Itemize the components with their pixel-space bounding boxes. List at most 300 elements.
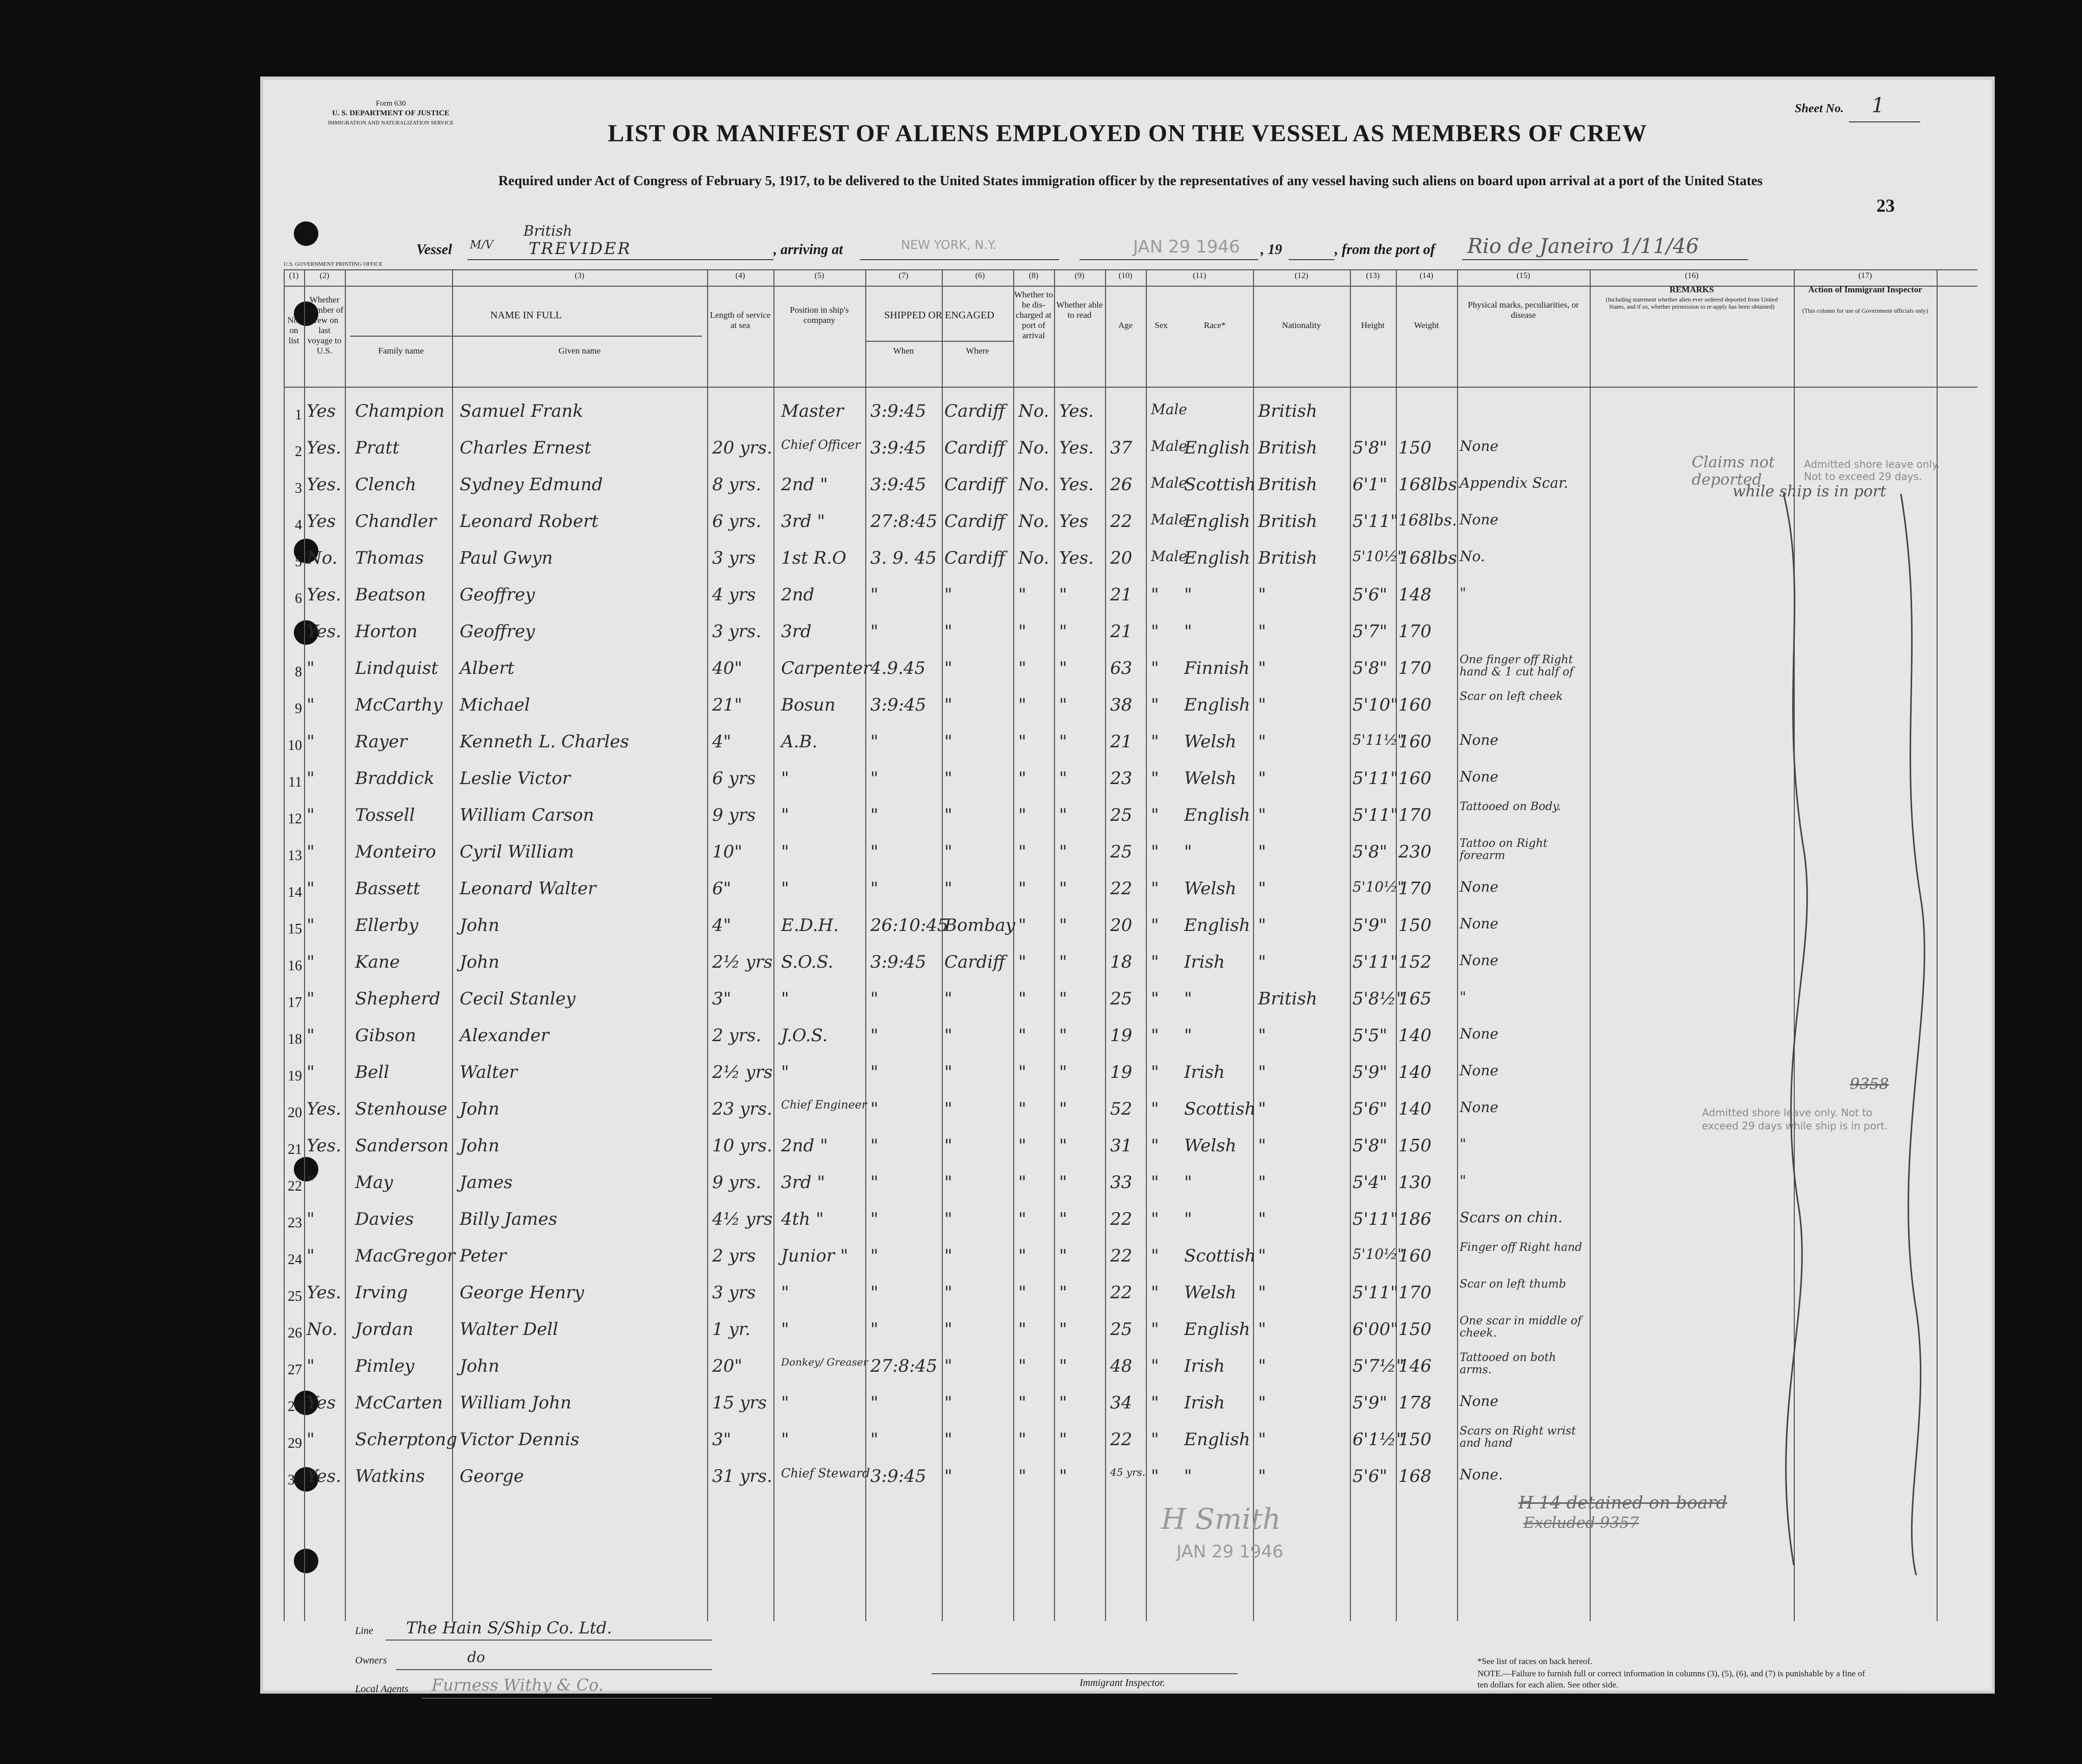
cell-physical: None: [1460, 915, 1498, 932]
cell-voyage: ": [307, 1062, 315, 1082]
cell-sex: ": [1151, 1393, 1159, 1413]
cell-position: Chief Engineer: [781, 1099, 867, 1112]
cell-height: 5'8½": [1352, 989, 1404, 1009]
cell-length: 1 yr.: [712, 1319, 750, 1340]
cell-voyage: Yes.: [307, 1282, 341, 1303]
cell-when: ": [870, 1099, 879, 1119]
cell-family-name: Davies: [355, 1209, 414, 1229]
cell-voyage: ": [307, 658, 315, 678]
cell-read: ": [1059, 1246, 1067, 1266]
cell-age: 63: [1110, 658, 1133, 678]
cell-when: 3:9:45: [870, 401, 926, 421]
cell-sex: Male: [1151, 438, 1187, 455]
cell-height: 5'11": [1352, 768, 1398, 789]
line-label: Line: [355, 1625, 373, 1636]
cell-read: ": [1059, 585, 1067, 605]
column-number: (9): [1074, 271, 1085, 280]
arrival-date: JAN 29 1946: [1133, 237, 1240, 257]
cell-read: ": [1059, 1393, 1067, 1413]
cell-where: ": [944, 1025, 952, 1046]
crew-table: [284, 269, 1998, 1621]
column-rule: [1396, 269, 1397, 1621]
action-stamp: Admitted shore leave only. Not to exceed 29 days.: [1804, 458, 1940, 483]
cell-discharged: ": [1018, 952, 1026, 972]
cell-when: 3:9:45: [870, 952, 926, 972]
row-number: 12: [288, 811, 302, 827]
cell-family-name: Shepherd: [355, 989, 441, 1009]
cell-when: ": [870, 585, 879, 605]
cell-where: ": [944, 1099, 952, 1119]
column-rule: [1146, 269, 1147, 1621]
cell-weight: 160: [1398, 732, 1432, 752]
cell-race: ": [1184, 585, 1192, 605]
vessel-nationality-note: British: [523, 222, 572, 239]
cell-physical: Tattoo on Right forearm: [1460, 837, 1548, 862]
cell-race: English: [1184, 511, 1250, 532]
column-number: (7): [898, 271, 909, 280]
cell-height: 5'8": [1352, 658, 1388, 678]
header-action-note: (This column for use of Government officials only): [1802, 307, 1928, 314]
cell-family-name: MacGregor: [355, 1246, 456, 1266]
cell-position: Chief Steward: [781, 1466, 870, 1480]
detained-strike: H 14 detained on board: [1518, 1493, 1727, 1513]
cell-where: Cardiff: [944, 548, 1006, 568]
cell-nationality: ": [1258, 915, 1266, 936]
cell-race: Irish: [1184, 1062, 1225, 1082]
cell-weight: 160: [1398, 768, 1432, 789]
column-rule: [773, 269, 774, 1621]
cell-physical: Appendix Scar.: [1460, 474, 1569, 491]
cell-discharged: ": [1018, 842, 1026, 862]
cell-race: Scottish: [1184, 1246, 1256, 1266]
cell-discharged: ": [1018, 1429, 1026, 1450]
cell-family-name: Gibson: [355, 1025, 416, 1046]
cell-weight: 178: [1398, 1393, 1432, 1413]
cell-length: 6 yrs.: [712, 511, 762, 532]
cell-discharged: No.: [1018, 548, 1049, 568]
column-rule: [942, 269, 943, 1621]
cell-voyage: ": [307, 732, 315, 752]
cell-read: ": [1059, 952, 1067, 972]
cell-length: 23 yrs.: [712, 1099, 772, 1119]
cell-nationality: ": [1258, 1136, 1266, 1156]
cell-position: ": [781, 1393, 789, 1413]
cell-nationality: ": [1258, 732, 1266, 752]
cell-physical: None: [1460, 732, 1498, 748]
cell-physical: None: [1460, 438, 1498, 455]
cell-age: 22: [1110, 1429, 1133, 1450]
row-number: 28: [288, 1399, 302, 1415]
from-port: Rio de Janeiro 1/11/46: [1467, 235, 1699, 258]
cell-where: ": [944, 1356, 952, 1376]
cell-given-name: Sydney Edmund: [460, 474, 603, 495]
cell-race: ": [1184, 1172, 1192, 1193]
cell-height: 5'9": [1352, 1062, 1388, 1082]
cell-read: ": [1059, 1466, 1067, 1486]
cell-physical: ": [1460, 585, 1466, 601]
cell-given-name: John: [460, 1356, 499, 1376]
cell-when: ": [870, 732, 879, 752]
cell-weight: 152: [1398, 952, 1432, 972]
cell-physical: Tattooed on both arms.: [1460, 1351, 1557, 1376]
column-number: (4): [735, 271, 745, 280]
cell-nationality: ": [1258, 1466, 1266, 1486]
cell-race: ": [1184, 842, 1192, 862]
cell-where: ": [944, 658, 952, 678]
row-number: 10: [288, 738, 302, 753]
cell-where: ": [944, 1136, 952, 1156]
cell-age: 22: [1110, 1282, 1133, 1303]
cell-discharged: ": [1018, 621, 1026, 642]
cell-discharged: ": [1018, 878, 1026, 899]
cell-position: E.D.H.: [781, 915, 839, 936]
cell-height: 5'6": [1352, 1466, 1388, 1486]
arriving-underline: [860, 259, 1059, 260]
race-note: *See list of races on back hereof.: [1477, 1656, 1593, 1666]
cell-race: English: [1184, 1429, 1250, 1450]
footer: [263, 1620, 1992, 1697]
cell-position: ": [781, 989, 789, 1009]
cell-position: 4th ": [781, 1209, 824, 1229]
header-remarks: REMARKS: [1669, 285, 1714, 294]
column-number: (6): [975, 271, 985, 280]
cell-weight: 160: [1398, 695, 1432, 715]
cell-when: 27:8:45: [870, 1356, 938, 1376]
cell-given-name: Leonard Robert: [460, 511, 599, 532]
column-number: (8): [1029, 271, 1039, 280]
column-rule: [1013, 269, 1014, 1621]
cell-age: 23: [1110, 768, 1133, 789]
sheet-underline: [1849, 121, 1920, 122]
cell-nationality: ": [1258, 805, 1266, 825]
column-rule: [707, 269, 708, 1621]
cell-weight: 170: [1398, 878, 1432, 899]
cell-age: 21: [1110, 585, 1133, 605]
cell-family-name: Pratt: [355, 438, 399, 458]
cell-position: 1st R.O: [781, 548, 846, 568]
cell-read: ": [1059, 768, 1067, 789]
cell-voyage: Yes.: [307, 474, 341, 495]
cell-read: ": [1059, 1136, 1067, 1156]
cell-where: ": [944, 1282, 952, 1303]
cell-read: ": [1059, 1282, 1067, 1303]
cell-race: English: [1184, 1319, 1250, 1340]
cell-read: ": [1059, 805, 1067, 825]
cell-given-name: George Henry: [460, 1282, 584, 1303]
cell-given-name: George: [460, 1466, 524, 1486]
cell-height: 5'7½": [1352, 1356, 1404, 1376]
cell-family-name: Ellerby: [355, 915, 418, 936]
cell-length: 20": [712, 1356, 742, 1376]
row-number: 23: [288, 1215, 302, 1231]
column-rule: [1054, 269, 1055, 1621]
cell-given-name: Cyril William: [460, 842, 574, 862]
cell-physical: None.: [1460, 1466, 1503, 1483]
cell-family-name: Monteiro: [355, 842, 436, 862]
column-rule: [345, 269, 346, 1621]
column-rule: [304, 269, 305, 1621]
cell-physical: ": [1460, 1172, 1466, 1189]
cell-discharged: ": [1018, 1209, 1026, 1229]
cell-position: 2nd ": [781, 474, 828, 495]
inspector-label: Immigrant Inspector.: [1080, 1677, 1165, 1689]
from-underline: [1462, 259, 1748, 260]
cell-where: Cardiff: [944, 474, 1006, 495]
cell-read: Yes.: [1059, 474, 1094, 495]
cell-sex: ": [1151, 658, 1159, 678]
cell-nationality: ": [1258, 1393, 1266, 1413]
cell-nationality: ": [1258, 952, 1266, 972]
cell-age: 21: [1110, 732, 1133, 752]
cell-given-name: Paul Gwyn: [460, 548, 553, 568]
cell-length: 2 yrs.: [712, 1025, 762, 1046]
cell-read: ": [1059, 1025, 1067, 1046]
cell-sex: Male: [1151, 474, 1187, 491]
cell-discharged: ": [1018, 1319, 1026, 1340]
cell-when: 4.9.45: [870, 658, 926, 678]
cell-read: ": [1059, 878, 1067, 899]
cell-voyage: ": [307, 1356, 315, 1376]
cell-when: ": [870, 842, 879, 862]
cell-position: S.O.S.: [781, 952, 834, 972]
cell-discharged: No.: [1018, 474, 1049, 495]
cell-given-name: Walter: [460, 1062, 518, 1082]
cell-weight: 170: [1398, 805, 1432, 825]
cell-sex: ": [1151, 915, 1159, 936]
cell-race: Welsh: [1184, 878, 1237, 899]
cell-physical: None: [1460, 1393, 1498, 1409]
cell-nationality: ": [1258, 1062, 1266, 1082]
cell-nationality: British: [1258, 548, 1317, 568]
cell-physical: None: [1460, 1099, 1498, 1116]
cell-age: 37: [1110, 438, 1133, 458]
cell-where: ": [944, 621, 952, 642]
cell-when: 3:9:45: [870, 438, 926, 458]
cell-when: 26:10:45: [870, 915, 948, 936]
cell-age: 22: [1110, 1246, 1133, 1266]
cell-voyage: ": [307, 1025, 315, 1046]
cell-nationality: ": [1258, 1429, 1266, 1450]
cell-family-name: Rayer: [355, 732, 408, 752]
header-discharged: Whether to be dis-charged at port of arrival: [1014, 290, 1053, 340]
row-number: 21: [288, 1142, 302, 1157]
cell-voyage: ": [307, 842, 315, 862]
cell-length: 2 yrs: [712, 1246, 756, 1266]
cell-position: ": [781, 878, 789, 899]
cell-where: ": [944, 1429, 952, 1450]
cell-where: ": [944, 1466, 952, 1486]
row-number: 13: [288, 848, 302, 864]
cell-length: 31 yrs.: [712, 1466, 772, 1486]
cell-race: ": [1184, 1209, 1192, 1229]
cell-where: ": [944, 878, 952, 899]
cell-discharged: No.: [1018, 511, 1049, 532]
inspector-date-stamp: JAN 29 1946: [1176, 1542, 1284, 1562]
cell-read: ": [1059, 621, 1067, 642]
cell-physical: One finger off Right hand & 1 cut half of: [1460, 653, 1574, 678]
header-sex: Sex: [1155, 320, 1168, 330]
row-number: 14: [288, 885, 302, 900]
column-number: (15): [1516, 271, 1531, 280]
cell-sex: ": [1151, 1466, 1159, 1486]
cell-when: ": [870, 1172, 879, 1193]
header-rule-top: [284, 269, 1977, 270]
cell-physical: ": [1460, 1136, 1466, 1152]
cell-family-name: Braddick: [355, 768, 435, 789]
owners-label: Owners: [355, 1655, 387, 1666]
cell-discharged: ": [1018, 1099, 1026, 1119]
header-able-read: Whether able to read: [1056, 300, 1103, 320]
cell-length: 3 yrs.: [712, 621, 762, 642]
cell-where: ": [944, 989, 952, 1009]
cell-age: 19: [1110, 1025, 1133, 1046]
column-number: (14): [1419, 271, 1434, 280]
cell-position: J.O.S.: [781, 1025, 828, 1046]
cell-sex: ": [1151, 989, 1159, 1009]
owners-underline: [396, 1669, 712, 1670]
cell-nationality: ": [1258, 1282, 1266, 1303]
row-number: 20: [288, 1105, 302, 1121]
cell-race: Welsh: [1184, 1282, 1237, 1303]
inspector-signature: H Smith: [1161, 1503, 1281, 1536]
row-number: 8: [295, 664, 302, 680]
cell-nationality: ": [1258, 621, 1266, 642]
cell-weight: 146: [1398, 1356, 1432, 1376]
cell-physical: Scar on left cheek: [1460, 690, 1563, 703]
cell-age: 25: [1110, 842, 1133, 862]
column-rule: [1350, 269, 1351, 1621]
cell-length: 4": [712, 915, 732, 936]
cell-when: 3:9:45: [870, 474, 926, 495]
cell-voyage: ": [307, 952, 315, 972]
cell-family-name: Scherptong: [355, 1429, 458, 1450]
cell-height: 6'1": [1352, 474, 1388, 495]
cell-age: 45 yrs.: [1110, 1466, 1146, 1478]
row-number: 18: [288, 1031, 302, 1047]
row-number: 24: [288, 1252, 302, 1268]
cell-given-name: Samuel Frank: [460, 401, 584, 421]
cell-when: 3:9:45: [870, 1466, 926, 1486]
cell-position: ": [781, 1062, 789, 1082]
row-number: 30: [288, 1472, 302, 1488]
cell-position: Chief Officer: [781, 438, 861, 452]
cell-read: ": [1059, 658, 1067, 678]
column-rule: [284, 269, 285, 1621]
cell-weight: 150: [1398, 1429, 1432, 1450]
cell-voyage: ": [307, 1429, 315, 1450]
column-number: (10): [1118, 271, 1133, 280]
cell-height: 5'11": [1352, 805, 1398, 825]
cell-age: 38: [1110, 695, 1133, 715]
row-number: 27: [288, 1362, 302, 1378]
cell-weight: 168lbs: [1398, 548, 1457, 568]
cell-given-name: Kenneth L. Charles: [460, 732, 629, 752]
cell-nationality: ": [1258, 658, 1266, 678]
cell-height: 5'6": [1352, 585, 1388, 605]
cell-family-name: May: [355, 1172, 393, 1193]
cell-weight: 140: [1398, 1062, 1432, 1082]
cell-voyage: No.: [307, 548, 338, 568]
cell-given-name: John: [460, 1136, 499, 1156]
cell-given-name: William John: [460, 1393, 572, 1413]
cell-nationality: British: [1258, 511, 1317, 532]
cell-position: ": [781, 768, 789, 789]
header-family-name: Family name: [378, 346, 424, 356]
cell-height: 5'11": [1352, 1282, 1398, 1303]
name-subrule: [350, 336, 702, 337]
cell-where: ": [944, 732, 952, 752]
cell-discharged: ": [1018, 695, 1026, 715]
header-no-on-list: No. on list: [287, 315, 300, 345]
cell-where: ": [944, 1062, 952, 1082]
cell-length: 10 yrs.: [712, 1136, 772, 1156]
cell-age: 20: [1110, 915, 1133, 936]
cell-age: 18: [1110, 952, 1133, 972]
cell-when: ": [870, 1246, 879, 1266]
cell-family-name: Beatson: [355, 585, 426, 605]
cell-race: Scottish: [1184, 474, 1256, 495]
cell-read: ": [1059, 695, 1067, 715]
cell-race: Irish: [1184, 1393, 1225, 1413]
cell-race: ": [1184, 1466, 1192, 1486]
row-number: 9: [295, 701, 302, 717]
row-number: 25: [288, 1289, 302, 1304]
cell-voyage: ": [307, 695, 315, 715]
cell-length: 21": [712, 695, 742, 715]
cell-weight: 186: [1398, 1209, 1432, 1229]
cell-when: ": [870, 805, 879, 825]
cell-sex: ": [1151, 1062, 1159, 1082]
cell-given-name: James: [460, 1172, 513, 1193]
cell-age: 33: [1110, 1172, 1133, 1193]
cell-length: 4": [712, 732, 732, 752]
cell-length: 6": [712, 878, 732, 899]
department: U. S. DEPARTMENT OF JUSTICE: [332, 109, 450, 117]
agents-value: Furness Withy & Co.: [432, 1675, 604, 1695]
cell-read: ": [1059, 915, 1067, 936]
cell-physical: Scars on chin.: [1460, 1209, 1563, 1226]
cell-given-name: Geoffrey: [460, 621, 535, 642]
cell-given-name: John: [460, 1099, 499, 1119]
cell-voyage: Yes.: [307, 438, 341, 458]
form-number: Form 630: [375, 99, 406, 108]
cell-sex: ": [1151, 805, 1159, 825]
cell-voyage: ": [307, 989, 315, 1009]
cell-given-name: William Carson: [460, 805, 594, 825]
cell-race: Scottish: [1184, 1099, 1256, 1119]
cell-given-name: Cecil Stanley: [460, 989, 576, 1009]
cell-read: ": [1059, 1356, 1067, 1376]
vessel-prefix: M/V: [470, 239, 493, 251]
header-where: Where: [966, 346, 989, 356]
cell-height: 5'11": [1352, 511, 1398, 532]
remarks-note: Claims not deported: [1692, 453, 1775, 489]
cell-weight: 140: [1398, 1025, 1432, 1046]
cell-position: ": [781, 1282, 789, 1303]
column-number: (17): [1858, 271, 1872, 280]
cell-given-name: Leslie Victor: [460, 768, 571, 789]
cell-position: A.B.: [781, 732, 818, 752]
cell-read: Yes: [1059, 511, 1089, 532]
cell-length: 9 yrs.: [712, 1172, 762, 1193]
cell-family-name: Irving: [355, 1282, 408, 1303]
cell-race: Welsh: [1184, 732, 1237, 752]
cell-voyage: Yes: [307, 401, 336, 421]
column-rule: [452, 269, 453, 1621]
column-number: (16): [1685, 271, 1699, 280]
column-rule: [1105, 269, 1106, 1621]
cell-given-name: Peter: [460, 1246, 507, 1266]
